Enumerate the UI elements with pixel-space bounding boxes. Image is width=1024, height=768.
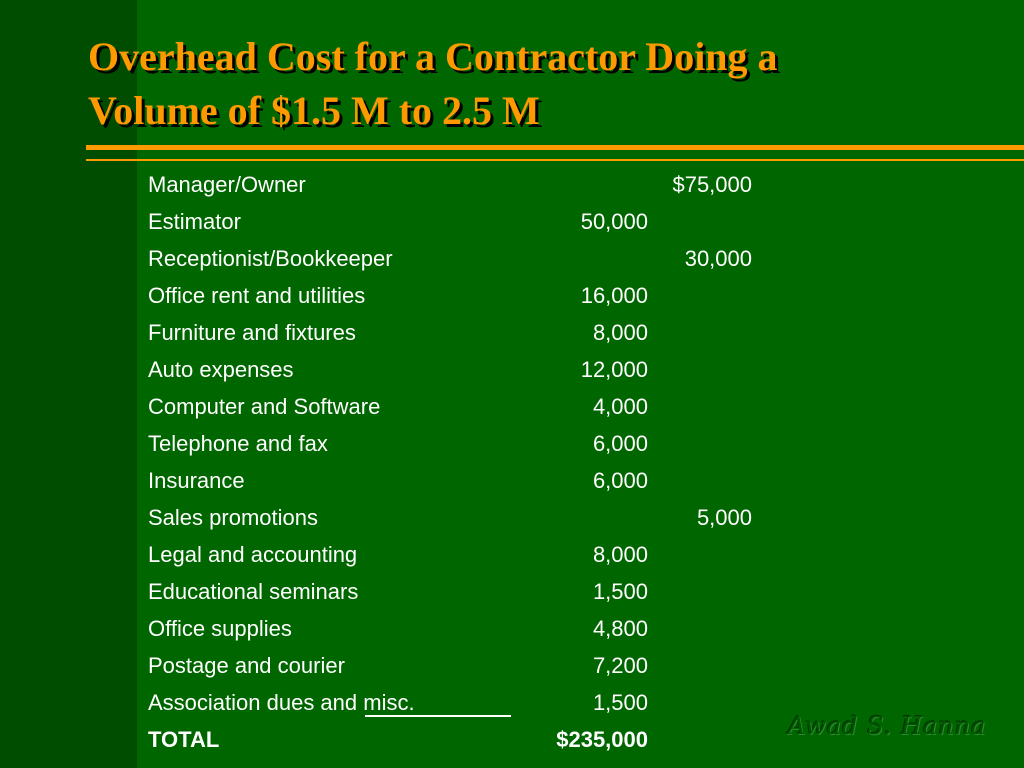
author-signature: Awad S. Hanna bbox=[788, 712, 987, 740]
cost-amount: 12,000 bbox=[580, 357, 648, 382]
title-rule-thin bbox=[86, 159, 1024, 161]
slide-title bbox=[88, 30, 1008, 138]
title-rule-thick bbox=[86, 145, 1024, 150]
cost-item-label: Office supplies bbox=[148, 616, 292, 641]
table-row bbox=[148, 314, 768, 351]
cost-item-label: Insurance bbox=[148, 468, 245, 493]
cost-item-label: Office rent and utilities bbox=[148, 283, 366, 308]
cost-amount-right: $75,000 bbox=[672, 172, 752, 197]
table-row bbox=[148, 610, 768, 647]
table-row bbox=[148, 240, 768, 277]
cost-item-label: Telephone and fax bbox=[148, 431, 328, 456]
slide-title-line-1: Overhead Cost for a Contractor Doing a bbox=[88, 34, 778, 79]
cost-amount: 1,500 bbox=[592, 690, 648, 715]
overhead-cost-table bbox=[148, 166, 768, 758]
cost-item-label: Auto expenses bbox=[148, 357, 294, 382]
cost-amount-right: 5,000 bbox=[696, 505, 752, 530]
cost-item-label: Furniture and fixtures bbox=[148, 320, 356, 345]
cost-amount: 4,000 bbox=[592, 394, 648, 419]
cost-item-label: Educational seminars bbox=[148, 579, 359, 604]
slide-title-line-2: Volume of $1.5 M to 2.5 M bbox=[88, 88, 540, 133]
table-row bbox=[148, 277, 768, 314]
cost-amount: 8,000 bbox=[592, 542, 648, 567]
cost-amount: 6,000 bbox=[592, 431, 648, 456]
cost-item-label: Receptionist/Bookkeeper bbox=[148, 246, 393, 271]
table-row bbox=[148, 425, 768, 462]
table-row bbox=[148, 388, 768, 425]
cost-item-label: Estimator bbox=[148, 209, 241, 234]
cost-item-label: Computer and Software bbox=[148, 394, 381, 419]
cost-amount: 4,800 bbox=[592, 616, 648, 641]
cost-item-label: Association dues and misc. bbox=[148, 690, 415, 715]
cost-item-label: Legal and accounting bbox=[148, 542, 358, 567]
subtotal-underline bbox=[365, 715, 511, 717]
table-row bbox=[148, 351, 768, 388]
cost-amount: 6,000 bbox=[592, 468, 648, 493]
table-row bbox=[148, 536, 768, 573]
table-row bbox=[148, 462, 768, 499]
table-row bbox=[148, 166, 768, 203]
cost-amount-right: 30,000 bbox=[684, 246, 752, 271]
cost-amount: 7,200 bbox=[592, 653, 648, 678]
table-row bbox=[148, 647, 768, 684]
table-row bbox=[148, 573, 768, 610]
cost-item-label: Sales promotions bbox=[148, 505, 318, 530]
cost-item-label: Manager/Owner bbox=[148, 172, 306, 197]
table-row bbox=[148, 203, 768, 240]
total-row bbox=[148, 721, 768, 758]
cost-amount: 1,500 bbox=[592, 579, 648, 604]
total-value: $235,000 bbox=[556, 727, 648, 752]
cost-amount: 8,000 bbox=[592, 320, 648, 345]
cost-item-label: Postage and courier bbox=[148, 653, 345, 678]
cost-amount: 50,000 bbox=[580, 209, 648, 234]
table-row bbox=[148, 499, 768, 536]
total-label: TOTAL bbox=[148, 727, 220, 752]
cost-amount: 16,000 bbox=[580, 283, 648, 308]
